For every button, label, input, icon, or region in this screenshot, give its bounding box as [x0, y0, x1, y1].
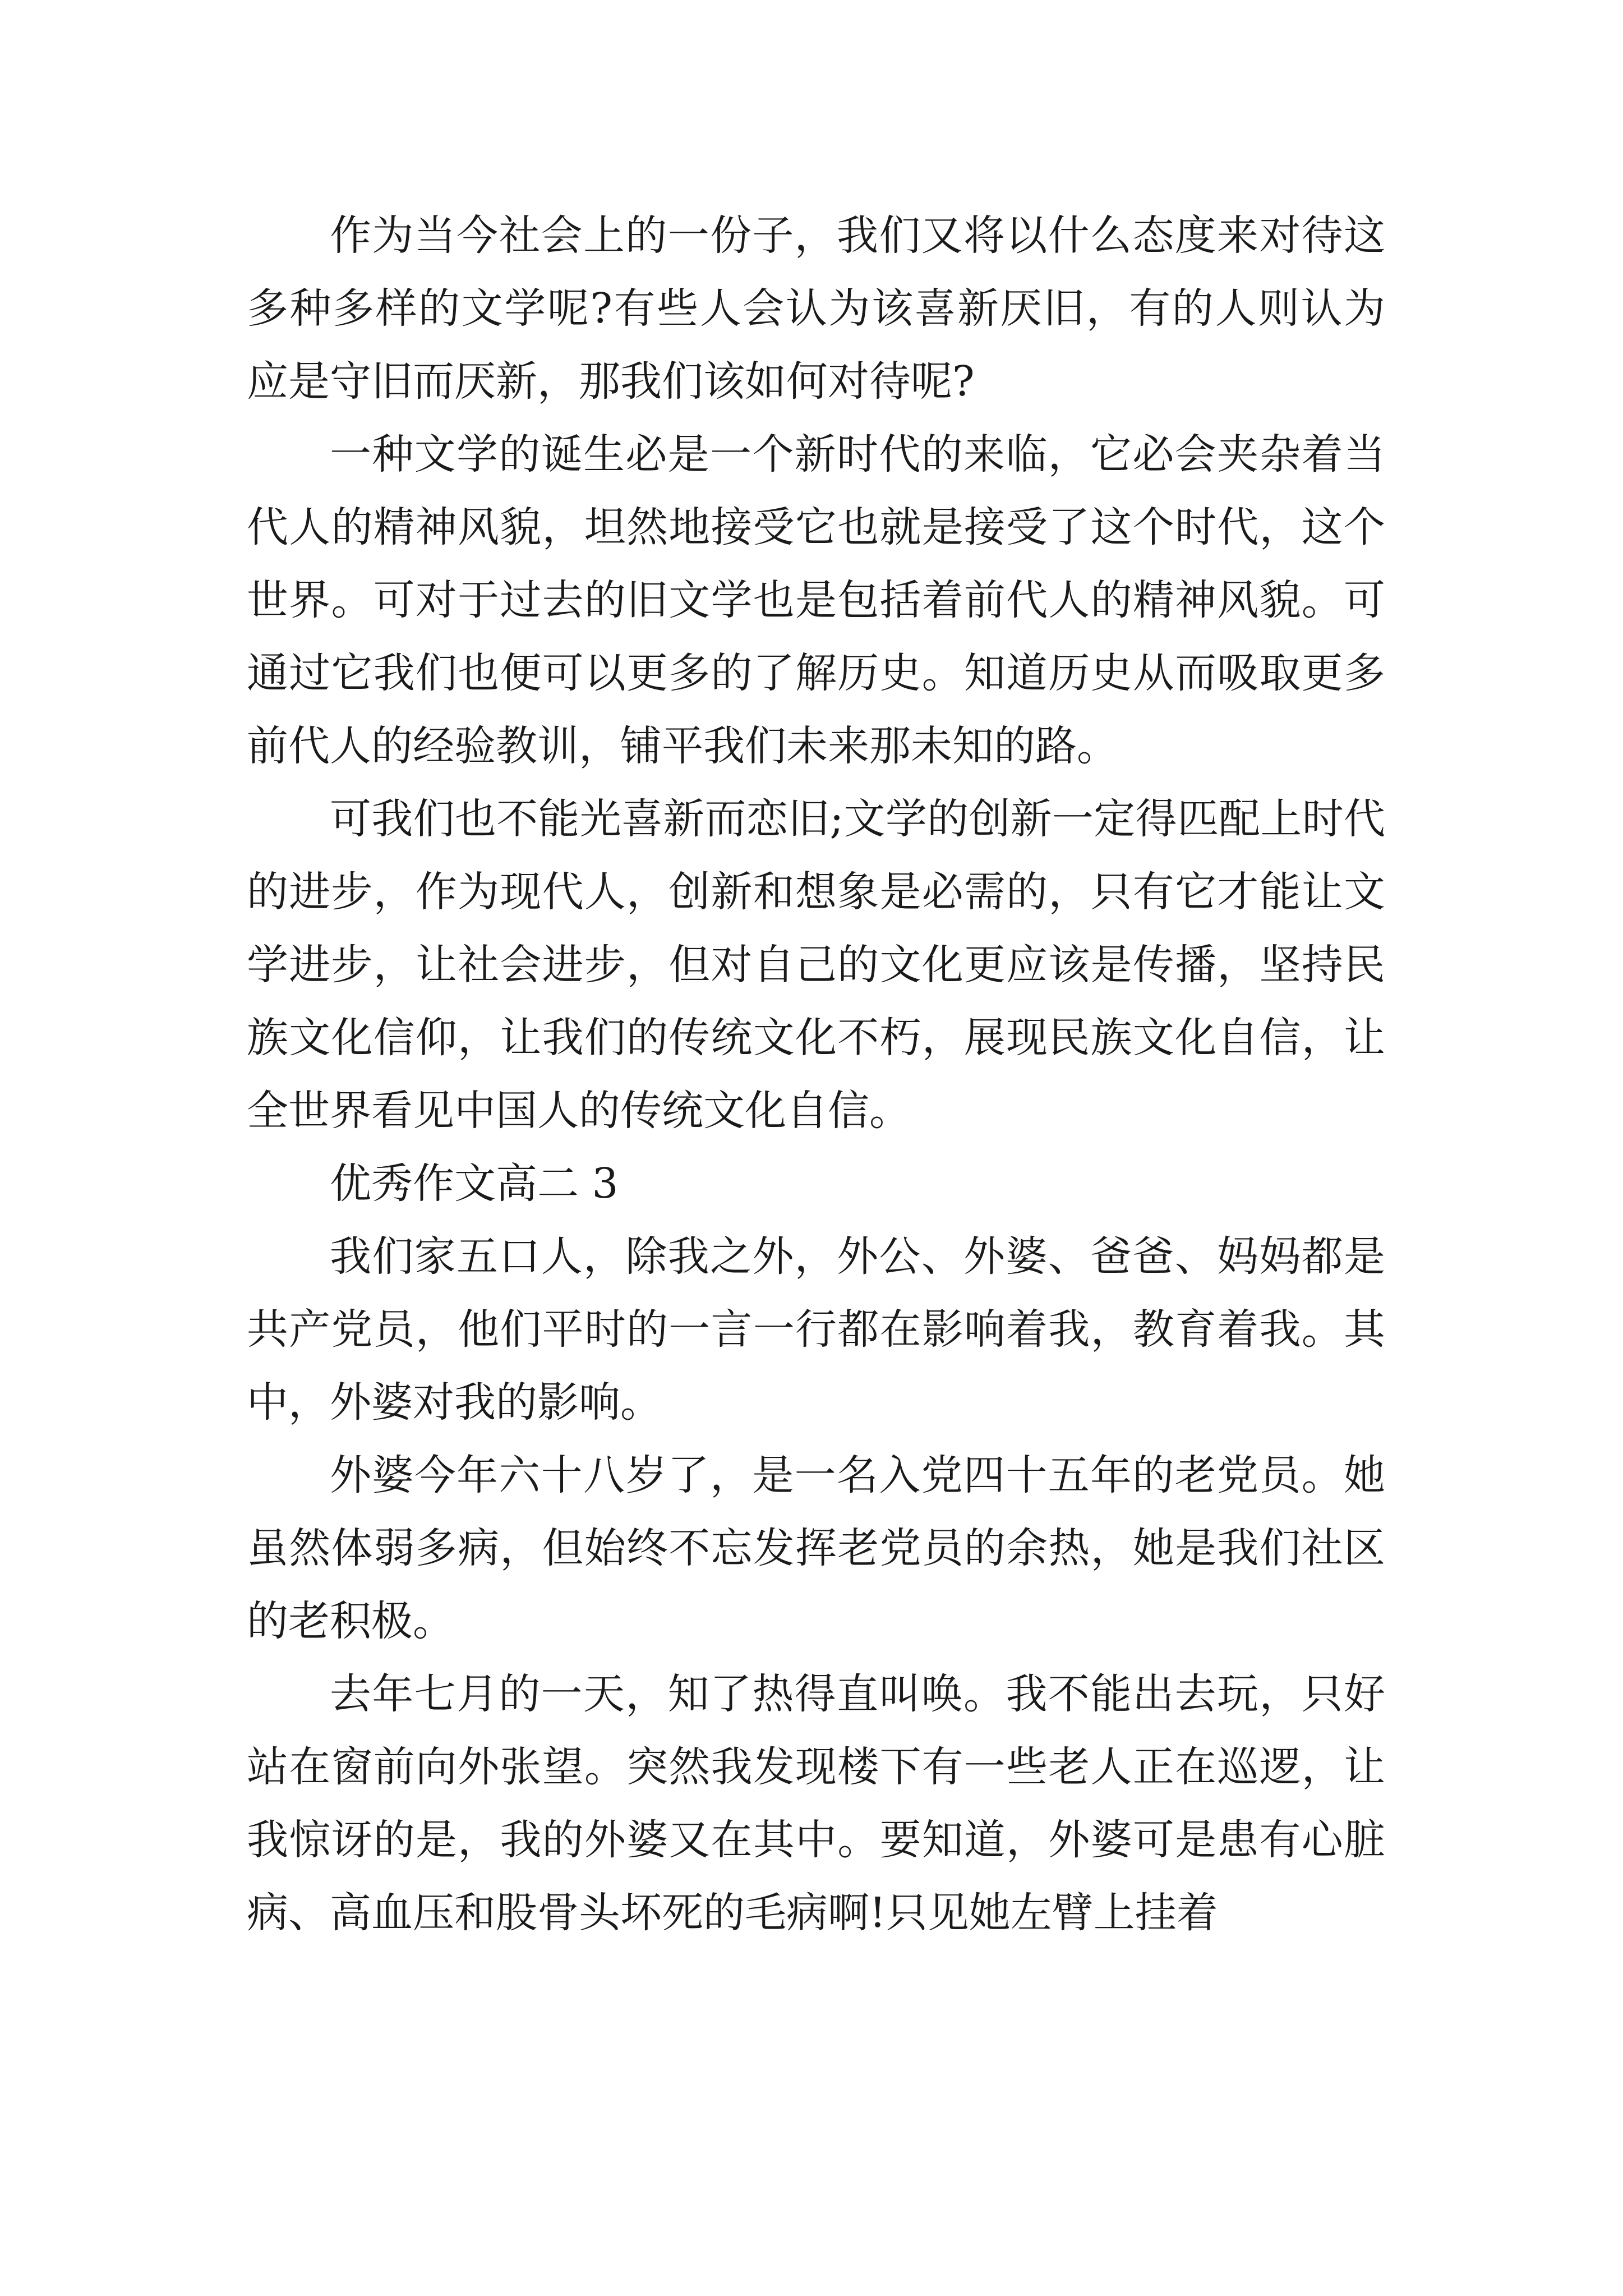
paragraph-attitude-to-literature: 作为当今社会上的一份子，我们又将以什么态度来对待这多种多样的文学呢?有些人会认为该喜新厌旧，有的人则认为应是守旧而厌新，那我们该如何对待呢? [247, 211, 1385, 406]
paragraph-july-patrol: 去年七月的一天，知了热得直叫唤。我不能出去玩，只好站在窗前向外张望。突然我发现楼下有一些老人正在巡逻，让我惊讶的是，我的外婆又在其中。要知道，外婆可是患有心脏病、高血压和股骨头坏死的毛病啊!只见她左臂上挂着 [247, 1670, 1385, 1937]
document-body [247, 199, 1385, 1949]
paragraph-birth-of-literature: 一种文学的诞生必是一个新时代的来临，它必会夹杂着当代人的精神风貌，坦然地接受它也就是接受了这个时代，这个世界。可对于过去的旧文学也是包括着前代人的精神风貌。可通过它我们也便可以更多的了解历史。知道历史从而吸取更多前代人的经验教训，铺平我们未来那未知的路。 [247, 430, 1385, 770]
paragraph-family-party-members: 我们家五口人，除我之外，外公、外婆、爸爸、妈妈都是共产党员，他们平时的一言一行都在影响着我，教育着我。其中，外婆对我的影响。 [247, 1232, 1385, 1427]
essay-heading: 优秀作文高二 3 [330, 1159, 619, 1208]
paragraph-innovation-and-tradition: 可我们也不能光喜新而恋旧;文学的创新一定得匹配上时代的进步，作为现代人，创新和想象是必需的，只有它才能让文学进步，让社会进步，但对自己的文化更应该是传播，坚持民族文化信仰，让我们的传统文化不朽，展现民族文化自信，让全世界看见中国人的传统文化自信。 [247, 795, 1385, 1135]
paragraph-grandmother-intro: 外婆今年六十八岁了，是一名入党四十五年的老党员。她虽然体弱多病，但始终不忘发挥老党员的余热，她是我们社区的老积极。 [247, 1451, 1385, 1645]
